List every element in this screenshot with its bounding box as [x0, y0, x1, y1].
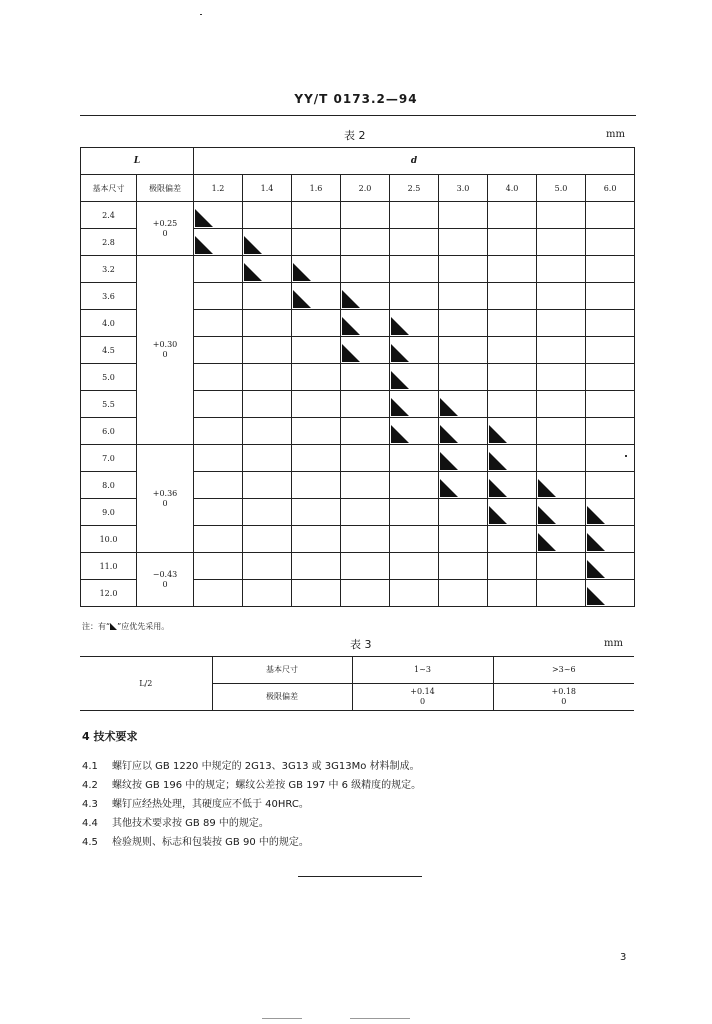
combination-cell	[194, 364, 243, 391]
combination-cell	[292, 283, 341, 310]
tolerance-lower: 0	[162, 350, 168, 359]
combination-cell	[194, 256, 243, 283]
basic-size-cell: 10.0	[81, 526, 137, 553]
combination-cell	[341, 580, 390, 607]
tolerance-lower: 0	[162, 228, 168, 238]
preferred-triangle-icon	[293, 290, 311, 308]
preferred-triangle-icon	[342, 290, 360, 308]
table3-range-1: 1~3	[352, 657, 493, 684]
combination-cell	[341, 418, 390, 445]
combination-cell	[243, 580, 292, 607]
preferred-triangle-icon	[391, 344, 409, 362]
basic-size-cell: 11.0	[81, 553, 137, 580]
combination-cell	[341, 391, 390, 418]
basic-size-cell: 2.4	[81, 202, 137, 229]
requirement-text: 检验规则、标志和包装按 GB 90 中的规定。	[112, 837, 309, 848]
combination-cell	[488, 310, 537, 337]
note-suffix: ”应优先采用。	[117, 622, 170, 631]
preferred-triangle-icon	[587, 560, 605, 578]
combination-cell	[537, 337, 586, 364]
combination-cell	[586, 580, 635, 607]
table-row	[81, 256, 635, 283]
combination-cell	[537, 364, 586, 391]
combination-cell	[390, 229, 439, 256]
combination-cell	[439, 553, 488, 580]
combination-cell	[586, 337, 635, 364]
combination-cell	[292, 418, 341, 445]
tolerance-cell	[137, 256, 194, 445]
table3-label: L/2	[80, 657, 212, 711]
preferred-triangle-icon	[489, 506, 507, 524]
combination-cell	[586, 229, 635, 256]
tolerance-lower: 0	[561, 697, 567, 706]
combination-cell	[488, 364, 537, 391]
combination-cell	[390, 310, 439, 337]
scan-speck	[625, 455, 627, 457]
tolerance-upper: +0.14	[410, 687, 435, 696]
combination-cell	[243, 337, 292, 364]
table3-tolerance-label: 极限偏差	[212, 684, 352, 711]
combination-cell	[243, 364, 292, 391]
basic-size-cell: 7.0	[81, 445, 137, 472]
requirement-item	[82, 776, 421, 795]
combination-cell	[439, 283, 488, 310]
requirement-number: 4.4	[82, 818, 98, 829]
combination-cell	[341, 202, 390, 229]
basic-size-cell: 2.8	[81, 229, 137, 256]
combination-cell	[243, 310, 292, 337]
d-value-header: 3.0	[439, 175, 488, 202]
table3-unit: mm	[604, 638, 623, 649]
combination-cell	[586, 256, 635, 283]
combination-cell	[341, 283, 390, 310]
d-value-header: 1.6	[292, 175, 341, 202]
basic-size-cell: 8.0	[81, 472, 137, 499]
combination-cell	[194, 445, 243, 472]
tolerance-lower: 0	[162, 498, 168, 508]
combination-cell	[488, 445, 537, 472]
combination-cell	[439, 337, 488, 364]
preferred-triangle-icon	[195, 236, 213, 254]
preferred-triangle-icon	[587, 533, 605, 551]
basic-size-cell: 6.0	[81, 418, 137, 445]
basic-size-cell: 5.5	[81, 391, 137, 418]
combination-cell	[439, 418, 488, 445]
combination-cell	[341, 256, 390, 283]
combination-cell	[439, 445, 488, 472]
requirement-number: 4.2	[82, 780, 98, 791]
combination-cell	[488, 526, 537, 553]
combination-cell	[341, 364, 390, 391]
combination-cell	[243, 553, 292, 580]
combination-cell	[292, 445, 341, 472]
combination-cell	[390, 256, 439, 283]
requirement-item	[82, 757, 421, 776]
combination-cell	[341, 472, 390, 499]
preferred-triangle-icon	[195, 209, 213, 227]
preferred-triangle-icon	[489, 452, 507, 470]
preferred-triangle-icon	[342, 344, 360, 362]
tolerance-upper: +0.30	[152, 340, 178, 349]
preferred-triangle-icon	[342, 317, 360, 335]
table2	[80, 147, 635, 607]
combination-cell	[390, 202, 439, 229]
combination-cell	[586, 283, 635, 310]
combination-cell	[439, 499, 488, 526]
tolerance-lower: 0	[419, 697, 426, 706]
requirement-text: 其他技术要求按 GB 89 中的规定。	[112, 818, 269, 829]
preferred-triangle-icon	[489, 425, 507, 443]
combination-cell	[537, 202, 586, 229]
preferred-triangle-icon	[587, 587, 605, 605]
page-number: 3	[620, 952, 627, 963]
preferred-triangle-icon	[440, 398, 458, 416]
combination-cell	[341, 526, 390, 553]
table3-caption: 表 3	[350, 638, 372, 651]
combination-cell	[439, 202, 488, 229]
scan-speck	[262, 1018, 302, 1019]
d-value-header: 1.4	[243, 175, 292, 202]
combination-cell	[537, 418, 586, 445]
end-rule	[298, 876, 422, 877]
combination-cell	[341, 229, 390, 256]
combination-cell	[439, 580, 488, 607]
basic-size-cell: 9.0	[81, 499, 137, 526]
preferred-triangle-icon	[391, 371, 409, 389]
basic-size-cell: 4.5	[81, 337, 137, 364]
preferred-triangle-icon	[293, 263, 311, 281]
combination-cell	[537, 580, 586, 607]
combination-cell	[586, 364, 635, 391]
combination-cell	[292, 472, 341, 499]
scan-speck	[350, 1018, 410, 1019]
tolerance-upper: +0.18	[551, 687, 576, 696]
combination-cell	[390, 526, 439, 553]
combination-cell	[586, 445, 635, 472]
combination-cell	[488, 472, 537, 499]
preferred-triangle-icon	[244, 263, 262, 281]
preferred-triangle-icon	[391, 398, 409, 416]
d-value-header: 2.5	[390, 175, 439, 202]
combination-cell	[586, 526, 635, 553]
combination-cell	[537, 391, 586, 418]
combination-cell	[488, 418, 537, 445]
d-value-header: 4.0	[488, 175, 537, 202]
combination-cell	[439, 256, 488, 283]
basic-size-cell: 12.0	[81, 580, 137, 607]
combination-cell	[243, 256, 292, 283]
combination-cell	[537, 472, 586, 499]
requirement-item	[82, 833, 421, 852]
combination-cell	[341, 499, 390, 526]
combination-cell	[194, 337, 243, 364]
preferred-triangle-icon	[244, 236, 262, 254]
scan-speck	[200, 14, 202, 15]
combination-cell	[586, 472, 635, 499]
preferred-triangle-icon	[538, 506, 556, 524]
preferred-triangle-icon	[587, 506, 605, 524]
preferred-triangle-icon	[440, 479, 458, 497]
d-value-header: 1.2	[194, 175, 243, 202]
tolerance-header: 极限偏差	[137, 175, 194, 202]
combination-cell	[439, 391, 488, 418]
d-value-header: 6.0	[586, 175, 635, 202]
combination-cell	[292, 229, 341, 256]
d-value-header: 2.0	[341, 175, 390, 202]
table3-range-2: >3~6	[493, 657, 634, 684]
combination-cell	[537, 256, 586, 283]
combination-cell	[194, 553, 243, 580]
requirement-text: 螺钉应经热处理，其硬度应不低于 40HRC。	[112, 799, 309, 810]
combination-cell	[390, 337, 439, 364]
combination-cell	[194, 526, 243, 553]
combination-cell	[390, 445, 439, 472]
basic-size-header: 基本尺寸	[81, 175, 137, 202]
combination-cell	[488, 256, 537, 283]
combination-cell	[194, 202, 243, 229]
preferred-triangle-icon	[440, 452, 458, 470]
combination-cell	[390, 580, 439, 607]
combination-cell	[194, 229, 243, 256]
combination-cell	[243, 418, 292, 445]
preferred-triangle-icon	[489, 479, 507, 497]
header-rule	[80, 115, 636, 116]
L-header: L	[81, 148, 194, 175]
note-prefix: 注：有“	[82, 622, 111, 631]
combination-cell	[586, 391, 635, 418]
combination-cell	[390, 553, 439, 580]
table-row	[81, 202, 635, 229]
combination-cell	[292, 553, 341, 580]
table2-unit: mm	[606, 129, 625, 140]
combination-cell	[243, 526, 292, 553]
combination-cell	[439, 310, 488, 337]
preferred-triangle-icon	[391, 425, 409, 443]
combination-cell	[586, 499, 635, 526]
combination-cell	[243, 472, 292, 499]
combination-cell	[488, 391, 537, 418]
combination-cell	[390, 418, 439, 445]
preferred-triangle-icon	[538, 479, 556, 497]
combination-cell	[292, 310, 341, 337]
combination-cell	[390, 499, 439, 526]
table-row	[81, 445, 635, 472]
basic-size-cell: 3.6	[81, 283, 137, 310]
table-row	[81, 553, 635, 580]
combination-cell	[194, 499, 243, 526]
document-code: YY/T 0173.2—94	[294, 92, 418, 106]
requirement-number: 4.5	[82, 837, 98, 848]
combination-cell	[537, 553, 586, 580]
combination-cell	[537, 229, 586, 256]
requirement-text: 螺钉应以 GB 1220 中规定的 2G13、3G13 或 3G13Mo 材料制成。	[112, 761, 420, 772]
combination-cell	[341, 553, 390, 580]
combination-cell	[243, 283, 292, 310]
requirement-item	[82, 795, 421, 814]
combination-cell	[292, 202, 341, 229]
combination-cell	[390, 364, 439, 391]
preferred-triangle-icon	[440, 425, 458, 443]
combination-cell	[488, 229, 537, 256]
table2-note	[82, 621, 169, 632]
combination-cell	[537, 283, 586, 310]
combination-cell	[243, 202, 292, 229]
tolerance-cell	[137, 445, 194, 553]
combination-cell	[488, 499, 537, 526]
preferred-triangle-icon	[538, 533, 556, 551]
combination-cell	[194, 418, 243, 445]
basic-size-cell: 3.2	[81, 256, 137, 283]
combination-cell	[390, 391, 439, 418]
requirement-number: 4.1	[82, 761, 98, 772]
combination-cell	[586, 418, 635, 445]
combination-cell	[439, 526, 488, 553]
combination-cell	[390, 283, 439, 310]
requirement-number: 4.3	[82, 799, 98, 810]
combination-cell	[292, 337, 341, 364]
combination-cell	[194, 391, 243, 418]
combination-cell	[488, 283, 537, 310]
combination-cell	[292, 499, 341, 526]
combination-cell	[243, 391, 292, 418]
table3-tolerance-1	[352, 684, 493, 711]
combination-cell	[341, 310, 390, 337]
combination-cell	[292, 526, 341, 553]
combination-cell	[194, 310, 243, 337]
combination-cell	[488, 202, 537, 229]
combination-cell	[341, 337, 390, 364]
combination-cell	[243, 229, 292, 256]
basic-size-cell: 5.0	[81, 364, 137, 391]
d-value-header: 5.0	[537, 175, 586, 202]
section-title: 4 技术要求	[82, 730, 138, 743]
combination-cell	[439, 472, 488, 499]
table2-caption: 表 2	[344, 129, 366, 142]
combination-cell	[194, 472, 243, 499]
combination-cell	[537, 445, 586, 472]
tolerance-cell	[137, 553, 194, 607]
d-header: d	[194, 148, 635, 175]
combination-cell	[292, 391, 341, 418]
combination-cell	[537, 310, 586, 337]
combination-cell	[194, 580, 243, 607]
requirement-text: 螺纹按 GB 196 中的规定；螺纹公差按 GB 197 中 6 级精度的规定。	[112, 780, 422, 791]
combination-cell	[292, 580, 341, 607]
table3	[80, 656, 634, 711]
combination-cell	[488, 337, 537, 364]
tolerance-upper: +0.25	[152, 218, 178, 228]
tolerance-lower: 0	[162, 579, 168, 589]
combination-cell	[488, 553, 537, 580]
combination-cell	[292, 364, 341, 391]
combination-cell	[292, 256, 341, 283]
combination-cell	[194, 283, 243, 310]
requirements-list	[82, 757, 421, 852]
combination-cell	[586, 553, 635, 580]
combination-cell	[243, 499, 292, 526]
combination-cell	[439, 364, 488, 391]
combination-cell	[488, 580, 537, 607]
combination-cell	[586, 310, 635, 337]
tolerance-upper: +0.36	[152, 488, 178, 498]
basic-size-cell: 4.0	[81, 310, 137, 337]
combination-cell	[341, 445, 390, 472]
combination-cell	[243, 445, 292, 472]
table3-basic-size-label: 基本尺寸	[212, 657, 352, 684]
combination-cell	[586, 202, 635, 229]
combination-cell	[390, 472, 439, 499]
preferred-triangle-icon	[391, 317, 409, 335]
table3-tolerance-2	[493, 684, 634, 711]
tolerance-upper: −0.43	[152, 569, 178, 579]
combination-cell	[537, 499, 586, 526]
tolerance-cell	[137, 202, 194, 256]
requirement-item	[82, 814, 421, 833]
combination-cell	[537, 526, 586, 553]
combination-cell	[439, 229, 488, 256]
